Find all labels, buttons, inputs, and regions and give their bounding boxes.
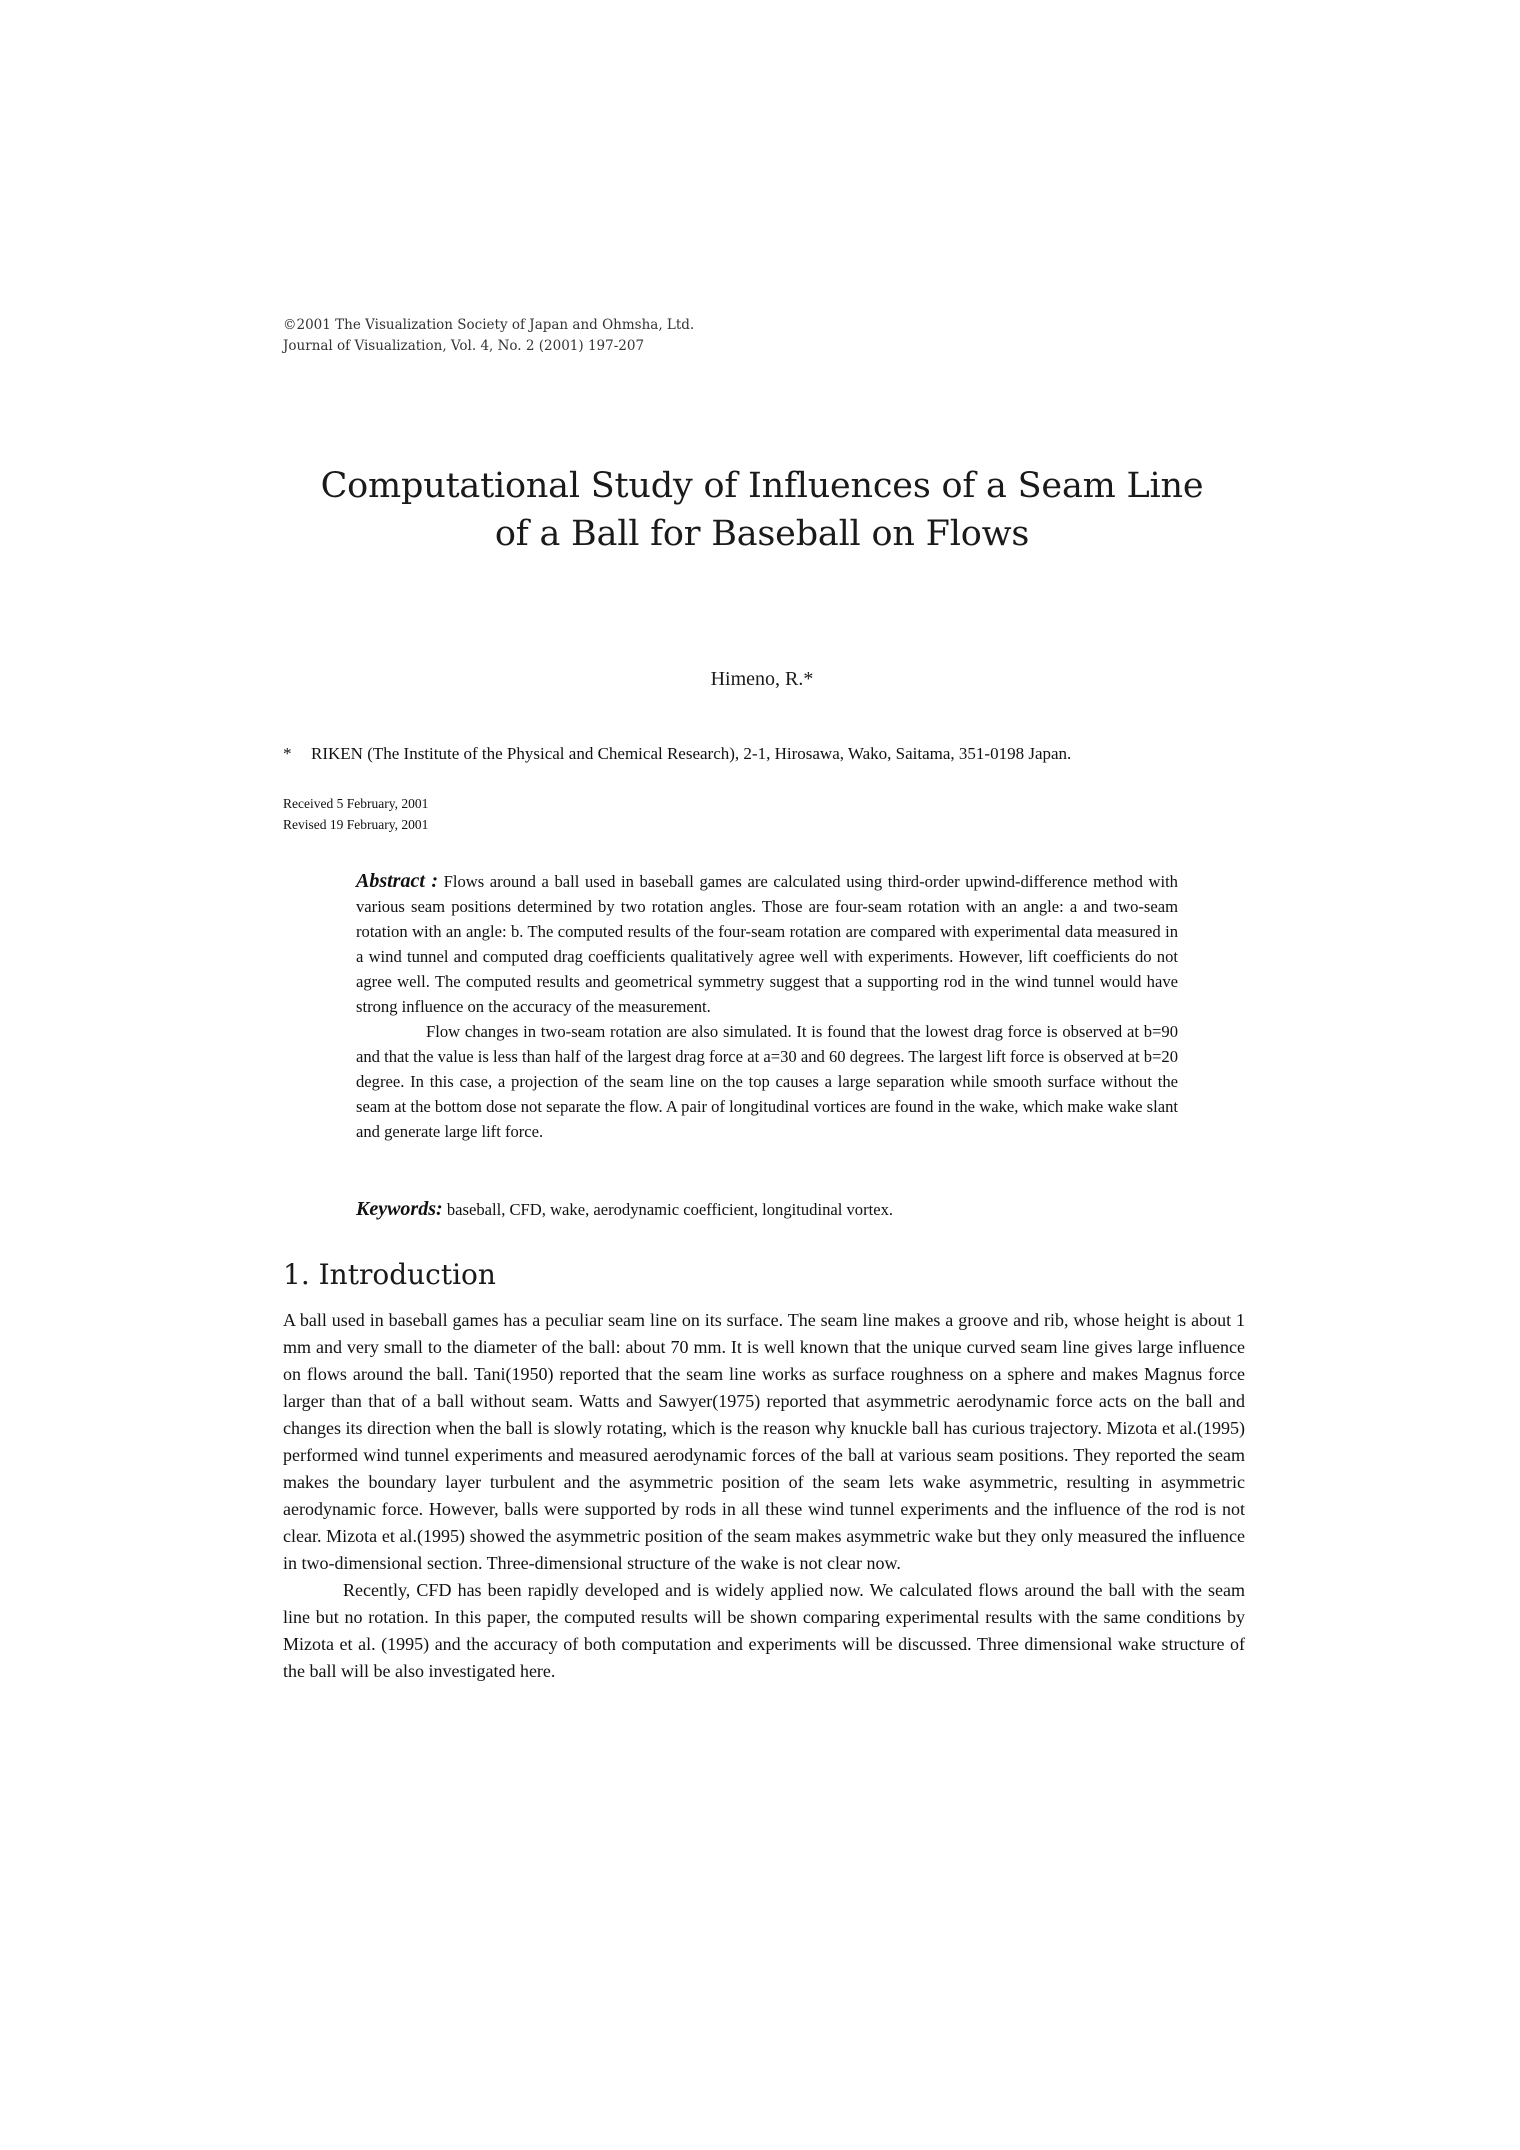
- abstract-label: Abstract :: [356, 870, 439, 892]
- affiliation-text: RIKEN (The Institute of the Physical and Chemical Research), 2-1, Hirosawa, Wako, Saitama, 351-0198 Japan.: [311, 744, 1072, 763]
- received-date: Received 5 February, 2001: [283, 796, 429, 811]
- submission-dates: [283, 793, 783, 835]
- keywords-label: Keywords:: [356, 1198, 443, 1220]
- introduction-paragraph-2: Recently, CFD has been rapidly developed and is widely applied now. We calculated flows around the ball with the seam line but no rotation. In this paper, the computed results will be shown comparing experimental results with the same conditions by Mizota et al. (1995) and the accuracy of both computation and experiments will be discussed. Three dimensional wake structure of the ball will be also investigated here.: [283, 1580, 1245, 1681]
- abstract: [356, 869, 1178, 1144]
- journal-header: [283, 315, 983, 357]
- title-line-2: of a Ball for Baseball on Flows: [494, 514, 1030, 554]
- introduction-body: [283, 1307, 1245, 1685]
- introduction-paragraph-1: A ball used in baseball games has a peculiar seam line on its surface. The seam line makes a groove and rib, whose height is about 1 mm and very small to the diameter of the ball: about 70 mm. It is well known that the unique curved seam line gives large influence on flows around the ball. Tani(1950) reported that the seam line works as surface roughness on a sphere and makes Magnus force larger than that of a ball without seam. Watts and Sawyer(1975) reported that asymmetric aerodynamic force acts on the ball and changes its direction when the ball is slowly rotating, which is the reason why knuckle ball has curious trajectory. Mizota et al.(1995) performed wind tunnel experiments and measured aerodynamic forces of the ball at various seam positions. They reported the seam makes the boundary layer turbulent and the asymmetric position of the seam lets wake asymmetric, resulting in asymmetric aerodynamic force. However, balls were supported by rods in all these wind tunnel experiments and the influence of the rod is not clear. Mizota et al.(1995) showed the asymmetric position of the seam makes asymmetric wake but they only measured the influence in two-dimensional section. Three-dimensional structure of the wake is not clear now.: [283, 1310, 1245, 1573]
- abstract-paragraph-2: Flow changes in two-seam rotation are also simulated. It is found that the lowest drag force is observed at b=90 and that the value is less than half of the largest drag force at a=30 and 60 degrees. The largest lift force is observed at b=20 degree. In this case, a projection of the seam line on the top causes a large separation while smooth surface without the seam at the bottom dose not separate the flow. A pair of longitudinal vortices are found in the wake, which make wake slant and generate large lift force.: [356, 1022, 1178, 1141]
- keywords-text: baseball, CFD, wake, aerodynamic coefficient, longitudinal vortex.: [446, 1200, 894, 1219]
- revised-date: Revised 19 February, 2001: [283, 817, 429, 832]
- abstract-paragraph-1: [356, 869, 1178, 1019]
- copyright-line: ©2001 The Visualization Society of Japan and Ohmsha, Ltd.: [283, 317, 695, 333]
- abstract-text-1: Flows around a ball used in baseball games are calculated using third-order upwind-difference method with various seam positions determined by two rotation angles. Those are four-seam rotation with an angle: a and two-seam rotation with an angle: b. The computed results of the four-seam rotation are compared with experimental data measured in a wind tunnel and computed drag coefficients qualitatively agree well with experiments. However, lift coefficients do not agree well. The computed results and geometrical symmetry suggest that a supporting rod in the wind tunnel would have strong influence on the accuracy of the measurement.: [356, 872, 1178, 1016]
- title-line-1: Computational Study of Influences of a Seam Line: [320, 466, 1204, 506]
- affiliation-marker: *: [283, 744, 292, 763]
- affiliation: [283, 743, 1243, 765]
- author-name: Himeno, R.*: [710, 668, 814, 690]
- section-heading-introduction: 1. Introduction: [283, 1258, 496, 1291]
- keywords: [356, 1197, 1178, 1222]
- journal-citation: Journal of Visualization, Vol. 4, No. 2 (2001) 197-207: [283, 338, 645, 354]
- paper-title: [280, 462, 1244, 558]
